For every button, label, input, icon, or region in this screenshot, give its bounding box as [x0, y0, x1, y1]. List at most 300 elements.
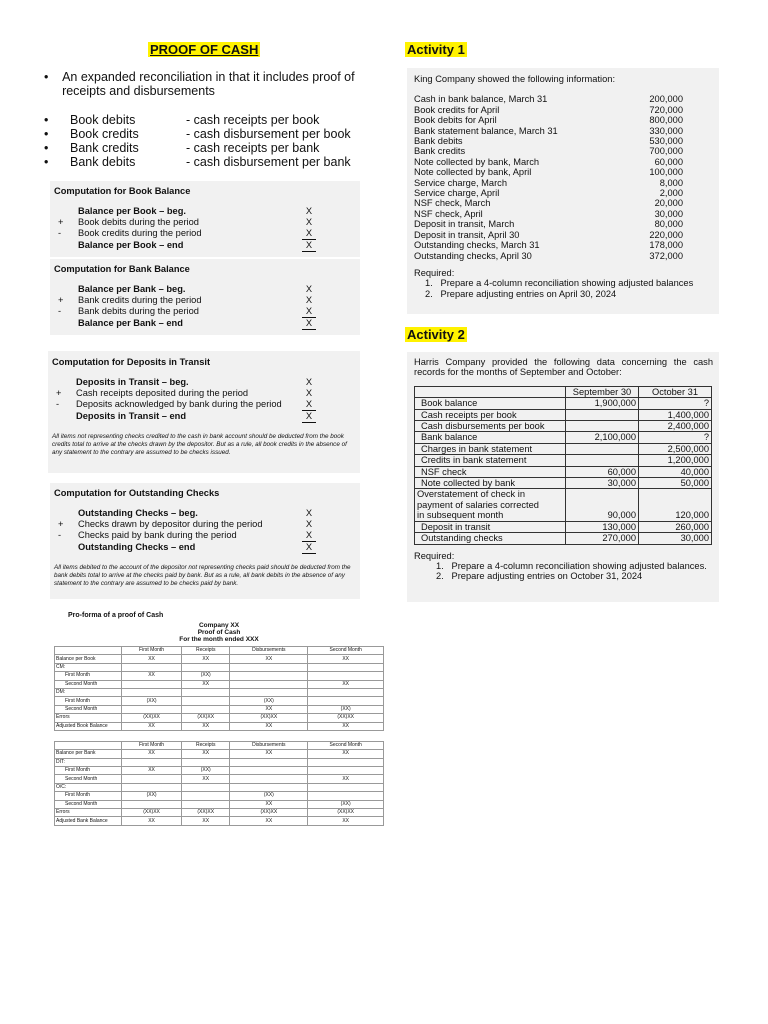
proforma-cell: [308, 792, 384, 800]
proforma-cell: (XX): [308, 800, 384, 808]
activity1-item: [414, 219, 713, 229]
proforma-cell: (XX): [182, 767, 230, 775]
computation-sign: [56, 377, 76, 388]
proforma-cell: Adjusted Bank Balance: [55, 817, 122, 825]
computation-label: Checks paid by bank during the period: [78, 530, 237, 540]
activity2-row: [415, 443, 712, 454]
activity2-header-cell: October 31: [639, 386, 712, 397]
proforma-cell: [182, 697, 230, 705]
computation-line: [54, 306, 356, 318]
proforma-cell: XX: [230, 817, 308, 825]
proforma-row: [55, 714, 384, 722]
computation-heading: Computation for Bank Balance: [54, 264, 190, 274]
activity1-item-value: 100,000: [649, 167, 683, 178]
activity1-item: [414, 178, 713, 188]
proforma-cell: XX: [308, 655, 384, 663]
proforma-header-cell: [55, 741, 122, 749]
proforma-row: [55, 722, 384, 730]
activity2-required: [414, 561, 713, 582]
activity1-item: [414, 94, 713, 104]
computation-sign: -: [58, 530, 62, 540]
proforma-row: [55, 758, 384, 766]
computation-sign: [58, 508, 78, 519]
activity1-item-label: Outstanding checks, March 31: [414, 240, 540, 251]
proforma-cell: (XX): [230, 792, 308, 800]
proforma-cell: [182, 758, 230, 766]
proforma-cell: [308, 783, 384, 791]
activity1-required-item: 2. Prepare adjusting entries on April 30, 2024: [425, 288, 617, 299]
activity2-cell: 40,000: [639, 466, 712, 477]
proforma-row: [55, 750, 384, 758]
activity1-item: [414, 188, 713, 198]
activity2-title: Activity 2: [407, 327, 465, 342]
computation-value: X: [302, 542, 316, 554]
activity1-item-value: 800,000: [649, 115, 683, 126]
activity1-required: [414, 278, 713, 299]
proforma-cell: XX: [308, 722, 384, 730]
proforma-cell: [230, 783, 308, 791]
activity2-cell: ?: [639, 398, 712, 409]
proforma-row: [55, 697, 384, 705]
proforma-row: [55, 655, 384, 663]
proforma-cell: [308, 672, 384, 680]
proforma-cell: First Month: [55, 672, 122, 680]
activity1-item: [414, 240, 713, 250]
activity2-required-item: 2. Prepare adjusting entries on October 31, 2024: [436, 571, 643, 582]
bullet-icon: •: [44, 127, 49, 141]
activity1-item-value: 20,000: [654, 198, 683, 209]
proforma-cell: [182, 800, 230, 808]
proforma-header-cell: Disbursements: [230, 647, 308, 655]
activity2-cell: 2,400,000: [639, 421, 712, 432]
activity1-item-value: 372,000: [649, 250, 683, 261]
activity1-item-label: Service charge, April: [414, 188, 500, 199]
activity1-item-label: Bank credits: [414, 146, 466, 157]
computation-value: X: [305, 217, 313, 227]
computation-line: [54, 295, 356, 306]
computation-line: [54, 530, 356, 542]
definition-item: [44, 155, 351, 169]
activity2-cell: [566, 443, 639, 454]
computation-label: Deposits in Transit – end: [76, 411, 187, 421]
activity2-cell: 60,000: [566, 466, 639, 477]
computation-note: All items not representing checks credited to the cash in bank account should be deducted from the book credits total to arrive at the checks drawn by the depositor. But as a rule, all book credits in the absence of any statement to the contrary are assumed to be checks issued.: [52, 433, 347, 456]
definition-term: Book credits: [70, 127, 139, 141]
activity1-item-value: 80,000: [654, 219, 683, 230]
activity2-row: [415, 466, 712, 477]
proforma-cell: (XX): [230, 697, 308, 705]
proforma-bank-table: [54, 741, 384, 826]
activity2-intro: Harris Company provided the following data concerning the cash records for the months of September and October:: [414, 357, 713, 378]
proforma-cell: [182, 783, 230, 791]
proforma-cell: CM:: [55, 663, 122, 671]
computation-sign: +: [58, 295, 64, 305]
proforma-header-cell: Second Month: [308, 741, 384, 749]
proforma-cell: XX: [122, 655, 182, 663]
proforma-cell: Second Month: [55, 800, 122, 808]
proforma-cell: [308, 758, 384, 766]
activity1-item-value: 200,000: [649, 94, 683, 105]
activity2-row: [415, 432, 712, 443]
activity2-cell: 260,000: [639, 521, 712, 532]
proforma-row: [55, 809, 384, 817]
computation-line: [54, 542, 356, 554]
proforma-cell: (XX)XX: [182, 714, 230, 722]
activity1-item-label: Bank debits: [414, 136, 463, 147]
activity1-item: [414, 198, 713, 208]
activity1-item-label: NSF check, April: [414, 208, 483, 219]
proforma-cell: [122, 688, 182, 696]
proforma-row: [55, 783, 384, 791]
activity2-cell: Deposit in transit: [415, 521, 566, 532]
proforma-cell: Second Month: [55, 705, 122, 713]
definition-desc: - cash receipts per bank: [186, 141, 320, 155]
activity1-title: Activity 1: [407, 42, 465, 57]
proforma-cell: First Month: [55, 767, 122, 775]
computation-sign: [58, 284, 78, 295]
proforma-cell: First Month: [55, 697, 122, 705]
activity2-cell: [566, 455, 639, 466]
definition-term: Bank debits: [70, 155, 136, 169]
proforma-row: [55, 775, 384, 783]
proforma-cell: Adjusted Book Balance: [55, 722, 122, 730]
computation-line: [54, 217, 356, 228]
computation-label: Checks drawn by depositor during the period: [78, 519, 263, 529]
activity2-row: [415, 533, 712, 544]
proforma-cell: XX: [230, 750, 308, 758]
proforma-cell: [230, 680, 308, 688]
proforma-cell: Balance per Book: [55, 655, 122, 663]
activity2-required-label: Required:: [414, 550, 455, 561]
computation-value: X: [302, 306, 316, 318]
activity1-item: [414, 146, 713, 156]
computation-label: Outstanding Checks – beg.: [78, 508, 198, 518]
proforma-row: [55, 672, 384, 680]
activity2-cell: 2,100,000: [566, 432, 639, 443]
proforma-cell: XX: [182, 817, 230, 825]
proforma-header-cell: First Month: [122, 647, 182, 655]
activity1-item-value: 700,000: [649, 146, 683, 157]
computation-note: All items debited to the account of the depositor not representing checks paid should be deducted from the bank debits total to arrive at the checks paid by bank. But as a rule, all bank debits in the absence of any statement to the contrary are assumed to be checks paid by bank.: [54, 564, 351, 587]
proforma-book-table: [54, 646, 384, 731]
proforma-header-cell: First Month: [122, 741, 182, 749]
proforma-cell: XX: [230, 722, 308, 730]
computation-heading: Computation for Book Balance: [54, 186, 191, 196]
activity1-item-label: Book debits for April: [414, 115, 497, 126]
activity2-cell: Note collected by bank: [415, 478, 566, 489]
computation-line: [54, 318, 356, 330]
proforma-cell: [308, 663, 384, 671]
activity1-item-label: Deposit in transit, April 30: [414, 229, 520, 240]
computation-label: Deposits acknowledged by bank during the period: [76, 399, 282, 409]
proforma-cell: (XX)XX: [230, 809, 308, 817]
activity1-item-label: Deposit in transit, March: [414, 219, 515, 230]
activity2-cell: 50,000: [639, 478, 712, 489]
activity1-box: [407, 68, 719, 314]
computation-label: Book credits during the period: [78, 228, 202, 238]
computation-label: Outstanding Checks – end: [78, 542, 196, 552]
proforma-header-cell: Disbursements: [230, 741, 308, 749]
proforma-cell: [182, 705, 230, 713]
computation-line: [54, 284, 356, 295]
activity2-cell: Credits in bank statement: [415, 455, 566, 466]
proforma-cell: XX: [308, 775, 384, 783]
activity2-header-cell: [415, 386, 566, 397]
proforma-cell: (XX)XX: [308, 714, 384, 722]
computation-label: Cash receipts deposited during the period: [76, 388, 249, 398]
proforma-cell: [308, 767, 384, 775]
proforma-cell: [230, 758, 308, 766]
computation-label: Balance per Book – beg.: [78, 206, 186, 216]
proforma-cell: [230, 767, 308, 775]
activity2-cell: NSF check: [415, 466, 566, 477]
computation-heading: Computation for Deposits in Transit: [52, 357, 211, 367]
proforma-cell: XX: [122, 817, 182, 825]
definition-desc: - cash disbursement per bank: [186, 155, 351, 169]
proforma-cell: XX: [230, 655, 308, 663]
oc-box: [50, 483, 360, 599]
proforma-row: [55, 767, 384, 775]
activity2-cell: 30,000: [566, 478, 639, 489]
proforma-cell: (XX)XX: [122, 809, 182, 817]
activity2-row: [415, 489, 712, 521]
proforma-row: [55, 817, 384, 825]
proforma-cell: Second Month: [55, 775, 122, 783]
proforma-cell: First Month: [55, 792, 122, 800]
proforma-cell: DIT:: [55, 758, 122, 766]
proforma-row: [55, 688, 384, 696]
proforma-cell: XX: [182, 655, 230, 663]
book-balance-box: [50, 181, 360, 257]
activity1-item-value: 720,000: [649, 104, 683, 115]
activity2-required-item: 1. Prepare a 4-column reconciliation showing adjusted balances.: [436, 560, 707, 571]
proforma-cell: [122, 783, 182, 791]
activity1-item-value: 220,000: [649, 229, 683, 240]
proforma-cell: XX: [122, 672, 182, 680]
computation-label: Bank debits during the period: [78, 306, 199, 316]
bullet-icon: •: [44, 113, 49, 127]
proforma-cell: [122, 758, 182, 766]
computation-label: Book debits during the period: [78, 217, 199, 227]
computation-value: X: [305, 284, 313, 294]
activity1-intro: King Company showed the following information:: [414, 74, 616, 84]
activity2-cell: Charges in bank statement: [415, 443, 566, 454]
activity1-items: [414, 94, 713, 261]
computation-line: [52, 388, 356, 399]
proforma-company: Company XX: [198, 622, 240, 629]
proforma-cell: [230, 688, 308, 696]
activity2-row: [415, 455, 712, 466]
activity2-cell: ?: [639, 432, 712, 443]
activity2-row: [415, 478, 712, 489]
definition-item: [44, 141, 351, 155]
proforma-cell: [122, 663, 182, 671]
proforma-cell: XX: [182, 775, 230, 783]
computation-value: X: [302, 399, 316, 411]
computation-value: X: [302, 411, 316, 423]
proforma-header-cell: [55, 647, 122, 655]
activity1-item-label: NSF check, March: [414, 198, 491, 209]
proforma-cell: XX: [182, 680, 230, 688]
activity2-cell: Cash disbursements per book: [415, 421, 566, 432]
proforma-cell: [182, 663, 230, 671]
intro-bullet: • An expanded reconciliation in that it includes proof of receipts and disbursements: [44, 70, 374, 98]
proforma-cell: XX: [182, 722, 230, 730]
proforma-header-cell: Second Month: [308, 647, 384, 655]
activity1-item-label: Bank statement balance, March 31: [414, 125, 558, 136]
proforma-period: For the month ended XXX: [179, 636, 259, 643]
computation-value: X: [305, 206, 313, 216]
proforma-label: Pro-forma of a proof of Cash: [68, 612, 164, 619]
proforma-cell: (XX): [308, 705, 384, 713]
activity1-item: [414, 126, 713, 136]
activity1-item: [414, 157, 713, 167]
proforma-cell: [230, 672, 308, 680]
computation-sign: [58, 318, 78, 330]
computation-value: X: [305, 295, 313, 305]
computation-line: [54, 228, 356, 240]
activity2-cell: 1,400,000: [639, 409, 712, 420]
proforma-cell: XX: [308, 817, 384, 825]
proforma-cell: [230, 775, 308, 783]
activity1-required-item: 1. Prepare a 4-column reconciliation showing adjusted balances: [425, 278, 694, 289]
activity2-table: [414, 386, 712, 545]
activity1-item-value: 178,000: [649, 240, 683, 251]
proforma-cell: XX: [122, 767, 182, 775]
activity1-item-label: Outstanding checks, April 30: [414, 250, 532, 261]
proforma-cell: XX: [122, 750, 182, 758]
computation-value: X: [305, 519, 313, 529]
definition-item: [44, 113, 351, 127]
definition-term: Bank credits: [70, 141, 139, 155]
definition-desc: - cash disbursement per book: [186, 127, 351, 141]
computation-sign: -: [58, 228, 62, 238]
definition-item: [44, 127, 351, 141]
computation-sign: [58, 542, 78, 554]
bank-balance-box: [50, 259, 360, 335]
proforma-cell: Second Month: [55, 680, 122, 688]
computation-sign: -: [56, 399, 60, 409]
proforma-cell: [122, 800, 182, 808]
intro-text: An expanded reconciliation in that it includes proof of receipts and disbursements: [62, 70, 355, 98]
activity2-cell: Outstanding checks: [415, 533, 566, 544]
activity1-item: [414, 115, 713, 125]
computation-sign: -: [58, 306, 62, 316]
activity2-cell: Book balance: [415, 398, 566, 409]
proforma-cell: (XX)XX: [182, 809, 230, 817]
computation-line: [52, 411, 356, 423]
computation-value: X: [302, 318, 316, 330]
computation-label: Balance per Bank – beg.: [78, 284, 186, 294]
activity2-cell: 90,000: [566, 489, 639, 521]
activity2-row: [415, 409, 712, 420]
computation-value: X: [302, 228, 316, 240]
activity2-cell: 2,500,000: [639, 443, 712, 454]
activity2-row: [415, 521, 712, 532]
proforma-cell: Errors: [55, 714, 122, 722]
proforma-cell: (XX)XX: [308, 809, 384, 817]
proforma-row: [55, 663, 384, 671]
activity1-item-value: 2,000: [659, 188, 683, 199]
activity2-cell: 270,000: [566, 533, 639, 544]
proforma-cell: XX: [230, 705, 308, 713]
proforma-cell: (XX)XX: [122, 714, 182, 722]
computation-line: [54, 519, 356, 530]
activity2-row: [415, 421, 712, 432]
computation-sign: [56, 411, 76, 423]
activity1-item: [414, 136, 713, 146]
definitions-list: [44, 113, 351, 169]
proforma-cell: Balance per Bank: [55, 750, 122, 758]
proforma-cell: XX: [230, 800, 308, 808]
dit-box: [48, 351, 360, 473]
computation-line: [54, 206, 356, 217]
proforma-title: Proof of Cash: [197, 629, 241, 636]
activity2-cell: 120,000: [639, 489, 712, 521]
activity1-item-value: 530,000: [649, 136, 683, 147]
computation-value: X: [305, 388, 313, 398]
computation-label: Balance per Book – end: [78, 240, 184, 250]
activity1-item-label: Book credits for April: [414, 104, 500, 115]
proforma-section: [54, 612, 384, 826]
proforma-cell: XX: [182, 750, 230, 758]
computation-sign: +: [58, 519, 64, 529]
proforma-header-row: [55, 741, 384, 749]
activity2-cell: Bank balance: [415, 432, 566, 443]
proforma-cell: [308, 697, 384, 705]
computation-line: [52, 399, 356, 411]
proforma-header-cell: Receipts: [182, 647, 230, 655]
proforma-cell: DM:: [55, 688, 122, 696]
activity1-item: [414, 167, 713, 177]
proforma-row: [55, 800, 384, 808]
computation-sign: [58, 240, 78, 252]
computation-value: X: [302, 530, 316, 542]
activity1-item-value: 330,000: [649, 125, 683, 136]
activity1-item-label: Note collected by bank, April: [414, 167, 532, 178]
proforma-cell: [182, 792, 230, 800]
proforma-cell: [182, 688, 230, 696]
activity2-row: [415, 398, 712, 409]
computation-label: Bank credits during the period: [78, 295, 202, 305]
activity2-cell: 1,900,000: [566, 398, 639, 409]
computation-sign: [58, 206, 78, 217]
activity1-required-label: Required:: [414, 267, 455, 278]
proforma-cell: [122, 680, 182, 688]
activity1-item-label: Cash in bank balance, March 31: [414, 94, 548, 105]
activity2-cell: [566, 409, 639, 420]
proforma-cell: (XX): [122, 697, 182, 705]
activity2-cell: 130,000: [566, 521, 639, 532]
computation-value: X: [305, 508, 313, 518]
activity1-item: [414, 105, 713, 115]
bullet-icon: •: [44, 141, 49, 155]
activity1-item-label: Service charge, March: [414, 177, 508, 188]
activity1-item: [414, 209, 713, 219]
activity2-box: [407, 352, 719, 602]
proforma-cell: XX: [308, 750, 384, 758]
proforma-cell: [230, 663, 308, 671]
computation-sign: +: [58, 217, 64, 227]
computation-value: X: [302, 240, 316, 252]
computation-label: Deposits in Transit – beg.: [76, 377, 189, 387]
activity2-cell: Cash receipts per book: [415, 409, 566, 420]
proforma-cell: [122, 705, 182, 713]
proforma-cell: (XX)XX: [230, 714, 308, 722]
activity2-cell: 1,200,000: [639, 455, 712, 466]
computation-line: [54, 240, 356, 252]
activity1-item-value: 30,000: [654, 208, 683, 219]
